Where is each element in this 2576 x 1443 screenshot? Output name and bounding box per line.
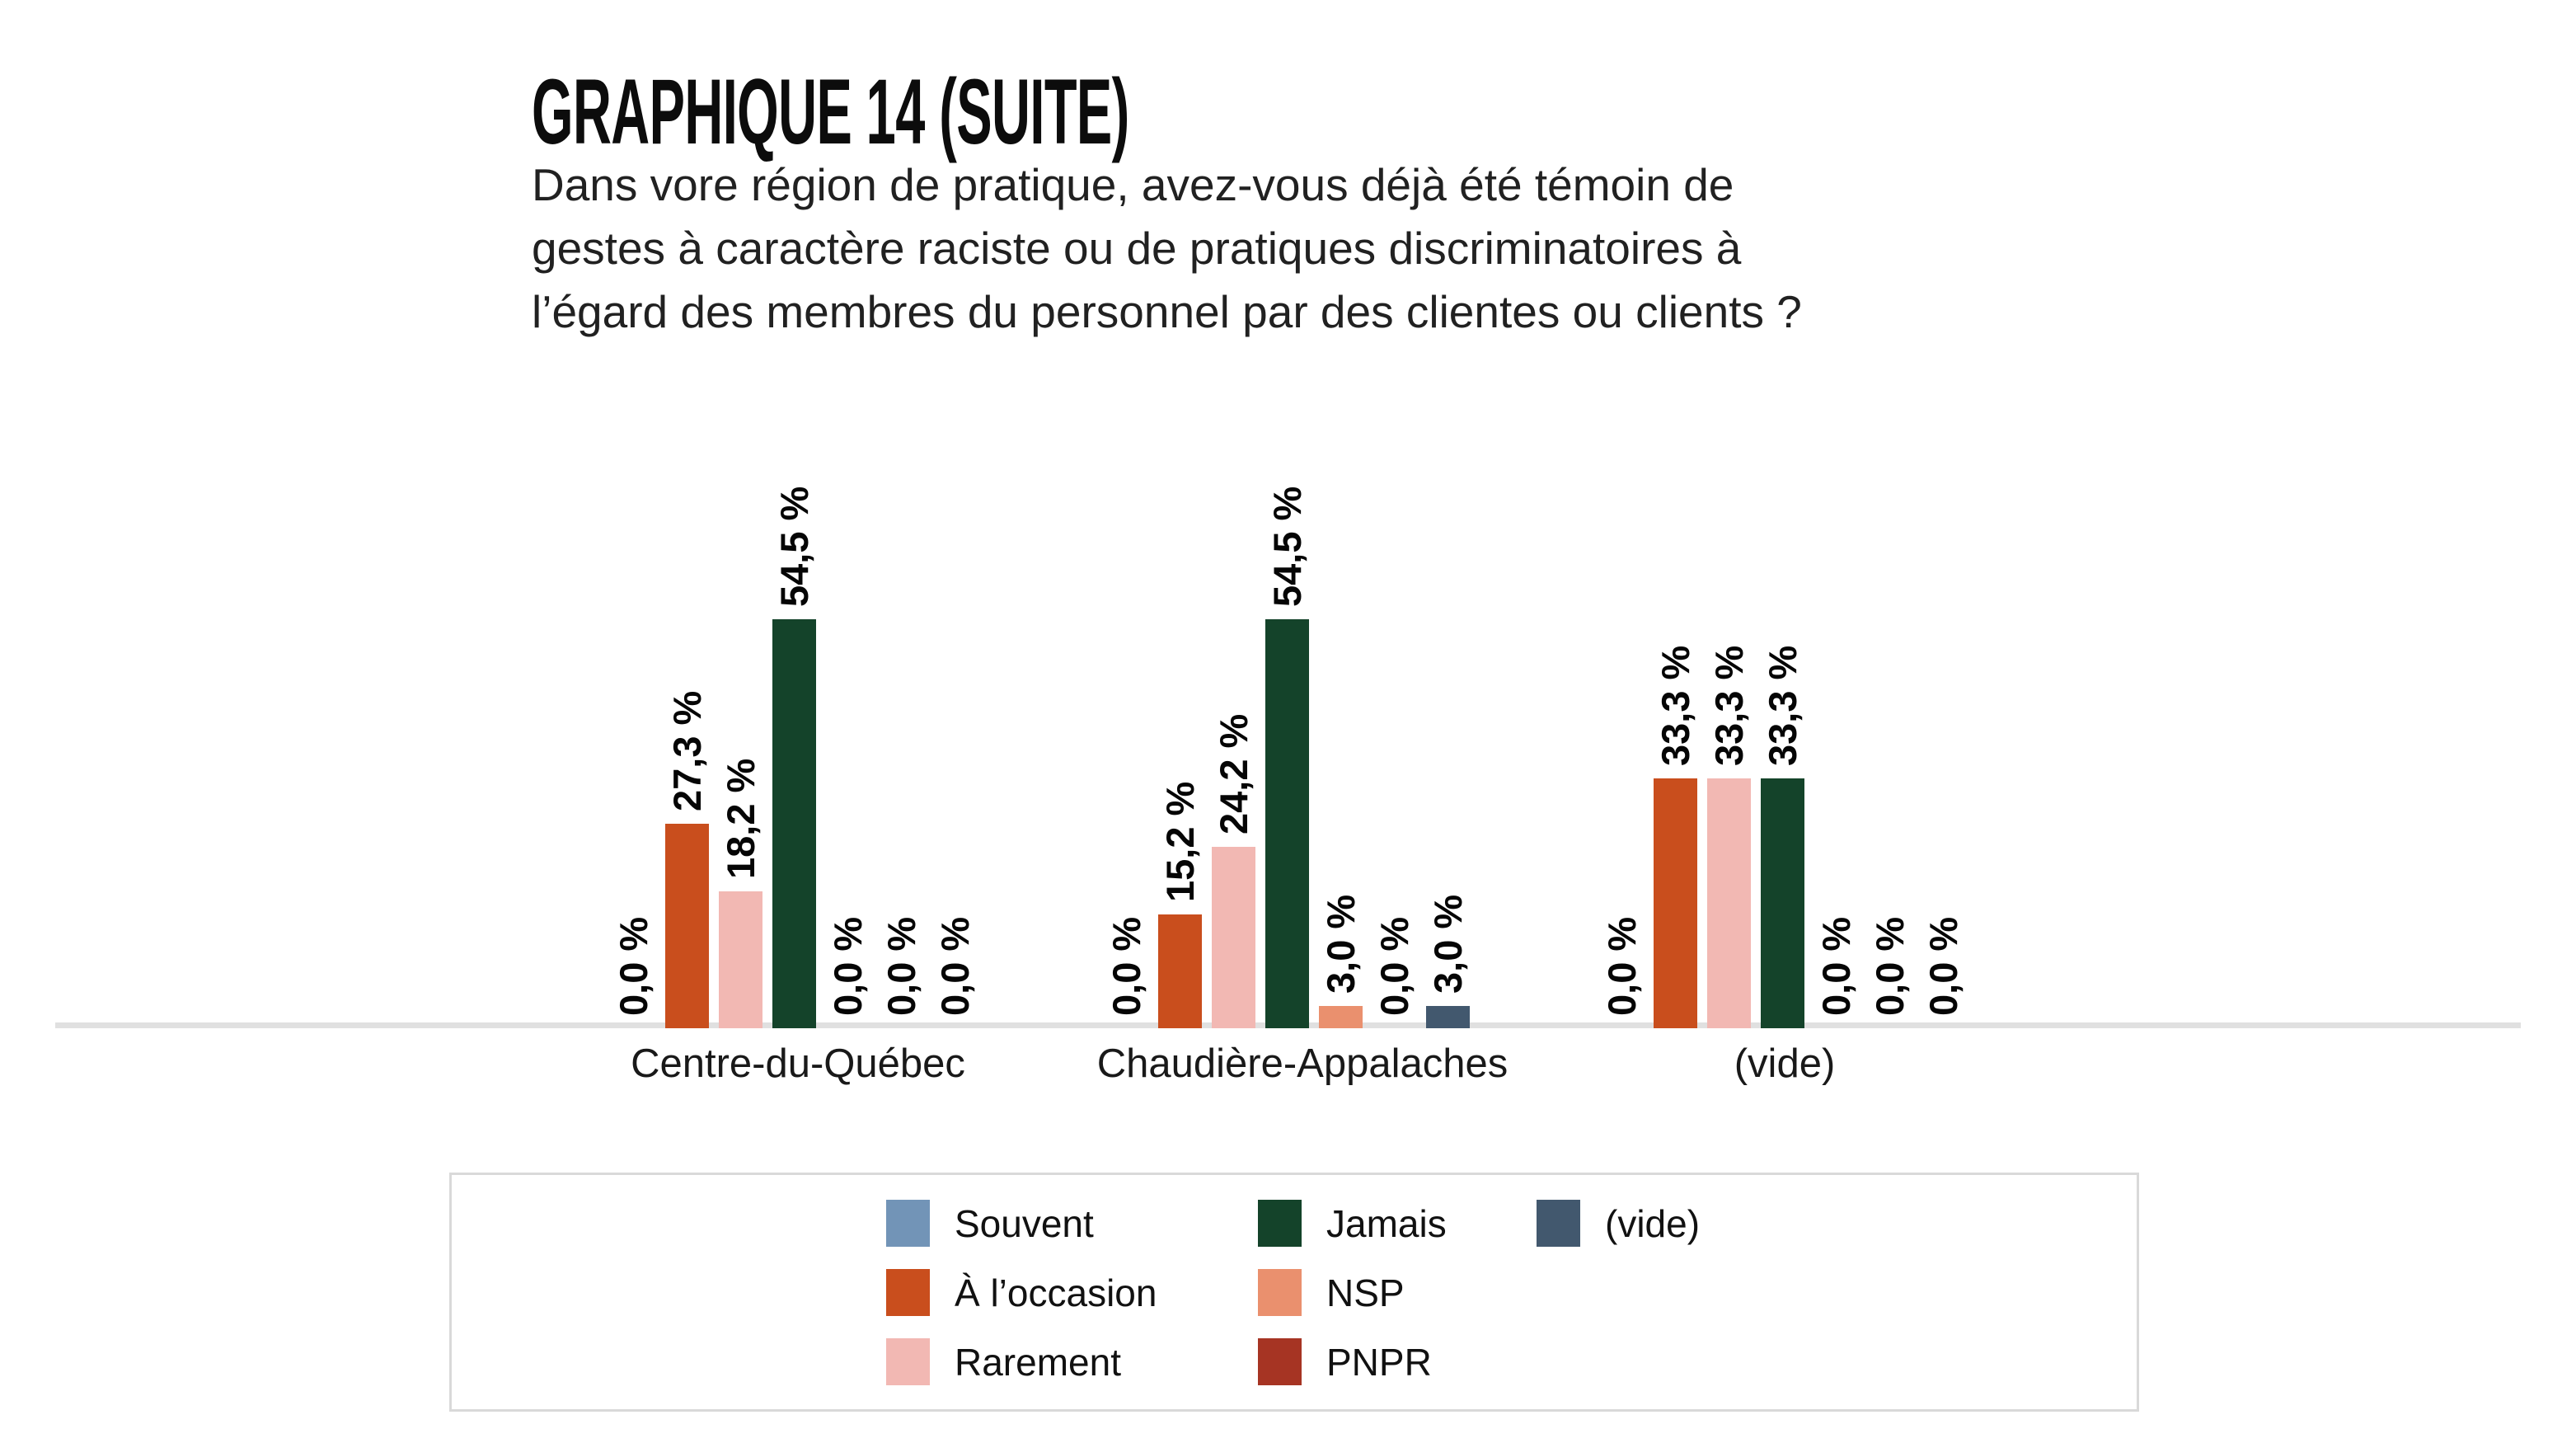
value-label-Souvent-Centre-du-Québec: 0,0 % [611, 916, 655, 1016]
bar-À l’occasion-Chaudière-Appalaches [1158, 914, 1202, 1028]
legend-label-Jamais: Jamais [1326, 1201, 1447, 1245]
legend-swatch-NSP [1258, 1269, 1302, 1316]
value-label-À l’occasion-Centre-du-Québec: 27,3 % [664, 690, 709, 811]
legend-item-(vide) [1537, 1200, 1700, 1247]
bar-À l’occasion-Centre-du-Québec [665, 824, 709, 1028]
legend-item-Rarement [886, 1338, 1121, 1385]
value-label-(vide)-Chaudière-Appalaches: 3,0 % [1425, 894, 1470, 994]
legend-item-NSP [1258, 1269, 1405, 1316]
legend-label-PNPR: PNPR [1326, 1340, 1432, 1384]
bar-(vide)-Chaudière-Appalaches [1426, 1006, 1470, 1028]
legend-swatch-PNPR [1258, 1338, 1302, 1385]
legend [449, 1173, 2139, 1412]
bar-Jamais-Centre-du-Québec [772, 619, 816, 1028]
value-label-NSP-Centre-du-Québec: 0,0 % [825, 916, 870, 1016]
chart-subtitle [532, 153, 1802, 344]
value-label-(vide)-Centre-du-Québec: 0,0 % [932, 916, 977, 1016]
legend-swatch-À l’occasion [886, 1269, 930, 1316]
bar-Rarement-(vide) [1707, 778, 1751, 1028]
chart-title: GRAPHIQUE 14 (SUITE) [532, 60, 1129, 163]
chart-subtitle-line-2: gestes à caractère raciste ou de pratiques discriminatoires à [532, 223, 1742, 274]
category-label-(vide): (vide) [1734, 1041, 1836, 1086]
legend-label-NSP: NSP [1326, 1271, 1405, 1314]
value-label-À l’occasion-(vide): 33,3 % [1653, 645, 1697, 766]
value-label-Jamais-Chaudière-Appalaches: 54,5 % [1265, 486, 1309, 607]
category-label-Centre-du-Québec: Centre-du-Québec [631, 1041, 965, 1086]
bar-Rarement-Chaudière-Appalaches [1212, 847, 1255, 1028]
value-label-Souvent-Chaudière-Appalaches: 0,0 % [1104, 916, 1148, 1016]
bar-Rarement-Centre-du-Québec [719, 891, 762, 1028]
value-label-Rarement-Centre-du-Québec: 18,2 % [718, 758, 762, 879]
legend-swatch-(vide) [1537, 1200, 1580, 1247]
legend-item-PNPR [1258, 1338, 1432, 1385]
value-label-Jamais-(vide): 33,3 % [1760, 645, 1804, 766]
legend-label-Souvent: Souvent [955, 1201, 1094, 1245]
bar-Jamais-(vide) [1761, 778, 1804, 1028]
legend-item-Souvent [886, 1200, 1094, 1247]
value-label-Souvent-(vide): 0,0 % [1599, 916, 1644, 1016]
legend-swatch-Souvent [886, 1200, 930, 1247]
bar-Jamais-Chaudière-Appalaches [1265, 619, 1309, 1028]
value-label-Jamais-Centre-du-Québec: 54,5 % [772, 486, 816, 607]
legend-item-À l’occasion [886, 1269, 1157, 1316]
legend-label-(vide): (vide) [1605, 1201, 1701, 1245]
legend-label-Rarement: Rarement [955, 1340, 1121, 1384]
legend-item-Jamais [1258, 1200, 1447, 1247]
chart-subtitle-line-3: l’égard des membres du personnel par des clientes ou clients ? [532, 286, 1802, 337]
chart-subtitle-line-1: Dans vore région de pratique, avez-vous déjà été témoin de [532, 159, 1734, 210]
category-label-Chaudière-Appalaches: Chaudière-Appalaches [1096, 1041, 1509, 1086]
bar-À l’occasion-(vide) [1654, 778, 1697, 1028]
legend-label-À l’occasion: À l’occasion [955, 1271, 1157, 1314]
value-label-PNPR-Centre-du-Québec: 0,0 % [879, 916, 923, 1016]
value-label-(vide)-(vide): 0,0 % [1921, 916, 1965, 1016]
bar-NSP-Chaudière-Appalaches [1319, 1006, 1363, 1028]
value-label-PNPR-Chaudière-Appalaches: 0,0 % [1372, 916, 1416, 1016]
value-label-À l’occasion-Chaudière-Appalaches: 15,2 % [1157, 781, 1202, 902]
value-label-NSP-Chaudière-Appalaches: 3,0 % [1318, 894, 1363, 994]
legend-swatch-Rarement [886, 1338, 930, 1385]
value-label-Rarement-Chaudière-Appalaches: 24,2 % [1211, 713, 1255, 834]
value-label-Rarement-(vide): 33,3 % [1706, 645, 1751, 766]
value-label-PNPR-(vide): 0,0 % [1867, 916, 1912, 1016]
legend-swatch-Jamais [1258, 1200, 1302, 1247]
value-label-NSP-(vide): 0,0 % [1814, 916, 1858, 1016]
